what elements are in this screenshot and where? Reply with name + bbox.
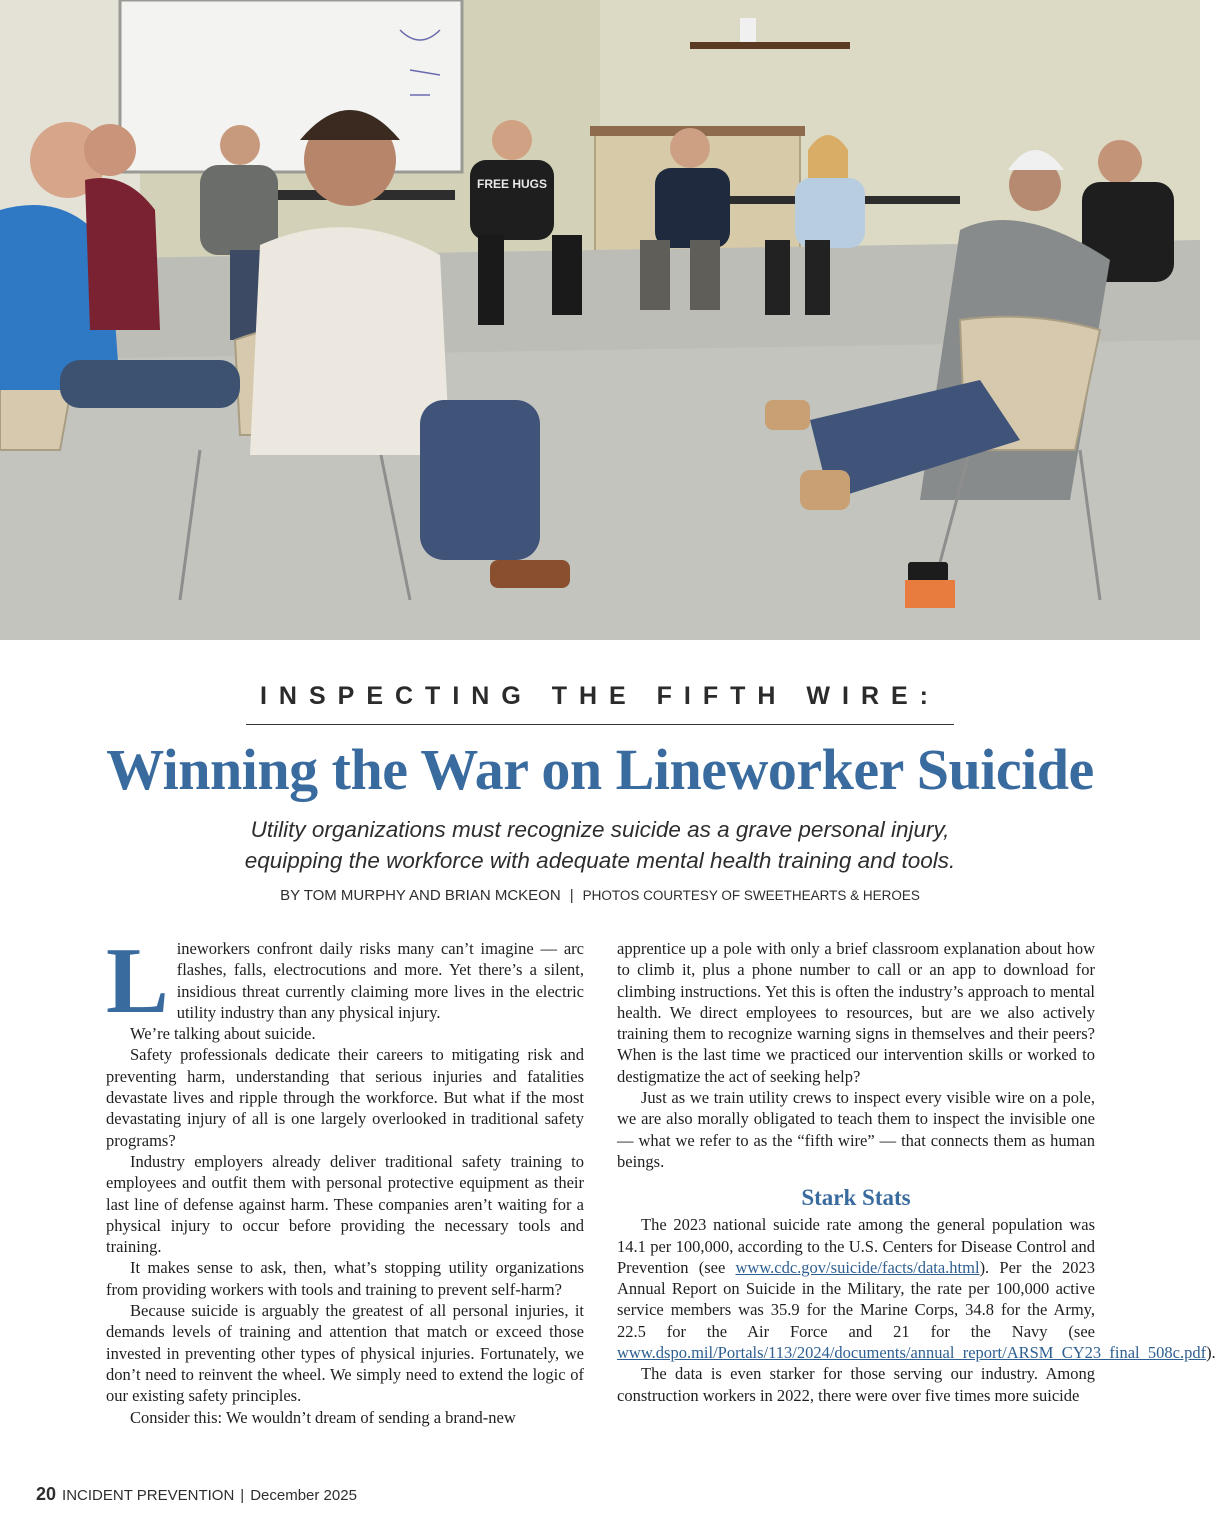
publication-name: INCIDENT PREVENTION [62,1487,235,1504]
dspo-link[interactable]: www.dspo.mil/Portals/113/2024/documents/annual_report/ARSM_CY23_final_508c.pdf [617,1343,1207,1363]
byline [0,887,1200,904]
body-column-left [106,929,584,1428]
body-paragraph: Safety professionals dedicate their careers to mitigating risk and preventing harm, understanding that serious injuries and fatalities devastate lives and ripple through the workforce. But what if the most devastating injury of all is one largely overlooked in traditional safety programs? [106,1045,584,1150]
article-headline: Winning the War on Lineworker Suicide [106,737,1094,802]
article-dek [0,814,1200,876]
body-paragraph: The data is even starker for those serving our industry. Among construction workers in 2022, there were over five times more suicide [617,1364,1095,1405]
support-group-circle-image [0,0,1200,640]
body-paragraph: apprentice up a pole with only a brief classroom explanation about how to climb it, plus a phone number to call or an app to download for climbing instructions. Yet this is often the industry’s approach to mental health. We direct employees to resources, but are we also actively training them to recognize warning signs in themselves and their peers? When is the last time we practiced our intervention skills or worked to destigmatize the act of seeking help? [617,939,1095,1086]
stats-text: ). Per the 2023 Annual Report on Suicide in the Military, the rate per 100,000 active service members was 35.9 for the Marine Corps, 34.8 for the Army, 22.5 for the Air Force and 21 for the Navy (see [617,1257,1095,1341]
drop-cap: L [106,929,169,1033]
body-paragraph: Consider this: We wouldn’t dream of sending a brand-new [130,1407,516,1427]
body-column-right [617,938,1216,1406]
body-paragraph: Industry employers already deliver traditional safety training to employees and outfit them with personal protective equipment as their last line of defense against harm. These companies aren’t waiting for a physical injury to occur before providing the necessary tools and training. [106,1151,584,1257]
body-paragraph: It makes sense to ask, then, what’s stopping utility organizations from providing workers with tools and training to prevent self-harm? [106,1258,584,1299]
body-paragraph: Just as we train utility crews to inspect every visible wire on a pole, we are also morally obligated to teach them to inspect the invisible one — what we refer to as the “fifth wire” — that connects them as human beings. [617,1088,1095,1171]
body-paragraph: Because suicide is arguably the greatest of all personal injuries, it demands levels of training and attention that match or exceed those invested in preventing other types of physical injuries. Fortunately, we don’t need to reinvent the wheel. We simply need to extend the logic of our existing safety principles. [106,1301,584,1406]
lead-text: ineworkers confront daily risks many can’t imagine — arc flashes, falls, electrocutions and more. Yet there’s a silent, insidious threat currently claiming more lives in the electric utility industry than any physical injury. [176,939,584,1022]
article-kicker: INSPECTING THE FIFTH WIRE: [259,682,941,710]
hero-photo [0,0,1200,640]
stats-text: ). [1206,1343,1216,1363]
byline-separator: | [569,887,574,904]
kicker-divider [246,724,954,725]
dek-line-2: equipping the workforce with adequate mental health training and tools. [244,848,956,873]
author-credit: BY TOM MURPHY AND BRIAN MCKEON [280,887,561,904]
cdc-link[interactable]: www.cdc.gov/suicide/facts/data.html [735,1257,980,1277]
page-footer [36,1484,357,1505]
body-paragraph [106,929,584,1033]
body-paragraph: We’re talking about suicide. [130,1024,316,1044]
footer-separator: | [240,1487,245,1504]
dek-line-1: Utility organizations must recognize suicide as a grave personal injury, [250,817,950,842]
stats-text: The 2023 national suicide rate among the general population was 14.1 per 100,000, according to the U.S. Centers for Disease Control and Prevention (see [617,1215,1095,1277]
stats-paragraph [617,1214,1216,1363]
page-number: 20 [36,1484,57,1504]
photo-credit: PHOTOS COURTESY OF SWEETHEARTS & HEROES [582,888,920,903]
shirt-text: FREE HUGS [476,177,548,191]
section-subhead: Stark Stats [801,1185,911,1211]
issue-date: December 2025 [250,1487,357,1504]
